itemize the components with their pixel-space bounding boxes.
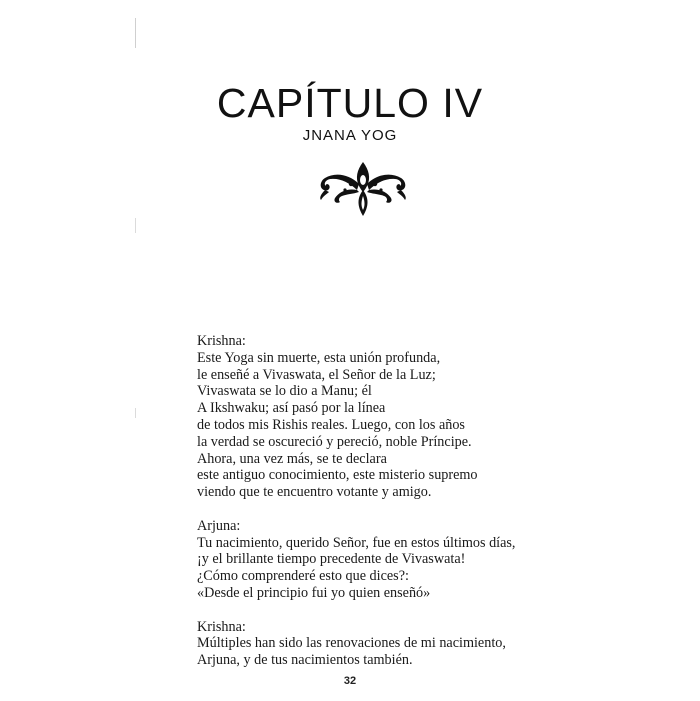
verse-line: Tu nacimiento, querido Señor, fue en estos últimos días, xyxy=(197,534,516,551)
verse-line: Este Yoga sin muerte, esta unión profunda, xyxy=(197,349,441,366)
verse-line: Ahora, una vez más, se te declara xyxy=(197,450,387,467)
verse-line: Arjuna, y de tus nacimientos también. xyxy=(197,652,413,669)
verse-line: ¿Cómo comprenderé esto que dices?: xyxy=(197,568,409,585)
verse-line: este antiguo conocimiento, este misterio supremo xyxy=(197,467,478,484)
stanza xyxy=(197,619,577,669)
verse-line: ¡y el brillante tiempo precedente de Vivaswata! xyxy=(197,551,466,568)
verse-line: Vivaswata se lo dio a Manu; él xyxy=(197,383,372,400)
speaker-label: Krishna: xyxy=(197,333,246,349)
verse-line: le enseñé a Vivaswata, el Señor de la Luz; xyxy=(197,366,436,383)
chapter-title: CAPÍTULO IV xyxy=(216,80,484,126)
chapter-subtitle: JNANA YOG xyxy=(302,127,398,144)
page-number: 32 xyxy=(343,675,357,687)
verse-line: la verdad se oscureció y pereció, noble Príncipe. xyxy=(197,433,472,450)
floral-ornament-icon xyxy=(317,160,409,218)
verse-line: Múltiples han sido las renovaciones de mi nacimiento, xyxy=(197,635,506,652)
speaker-label: Krishna: xyxy=(197,618,246,635)
speaker-label: Arjuna: xyxy=(197,517,241,534)
verse-line: viendo que te encuentro votante y amigo. xyxy=(197,484,432,501)
verse-line: A Ikshwaku; así pasó por la línea xyxy=(197,400,386,417)
stanza xyxy=(197,333,577,501)
verse-line: «Desde el principio fui yo quien enseñó» xyxy=(197,584,431,601)
verse-line: de todos mis Rishis reales. Luego, con los años xyxy=(197,416,465,433)
stanza xyxy=(197,518,577,602)
poem-body xyxy=(197,333,577,669)
